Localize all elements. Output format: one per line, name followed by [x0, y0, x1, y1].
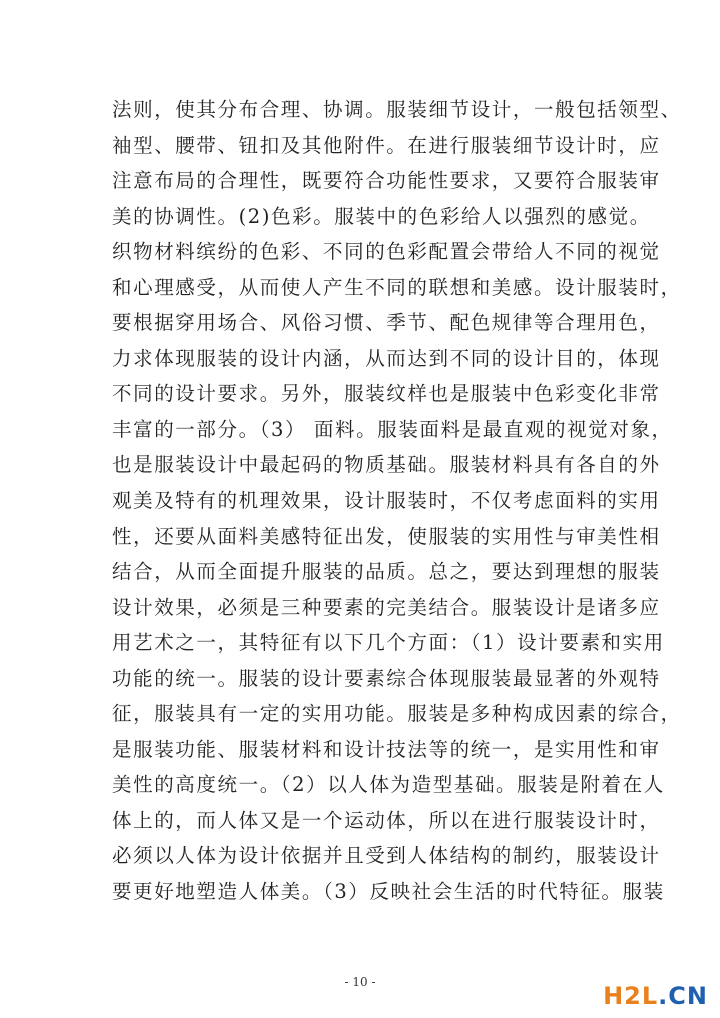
text-line: 性，还要从面料美感特征出发，使服装的实用性与审美性相 — [112, 524, 661, 548]
text-line: 必须以人体为设计依据并且受到人体结构的制约，服装设计 — [112, 844, 661, 868]
text-line: 是服装功能、服装材料和设计技法等的统一，是实用性和审 — [112, 737, 661, 761]
text-line: 观美及特有的机理效果，设计服装时，不仅考虑面料的实用 — [112, 489, 661, 513]
text-line: 法则，使其分布合理、协调。服装细节设计，一般包括领型、 — [112, 98, 682, 121]
text-line: 不同的设计要求。另外，服装纹样也是服装中色彩变化非常 — [112, 382, 661, 406]
text-line: 织物材料缤纷的色彩、不同的色彩配置会带给人不同的视觉 — [112, 240, 661, 264]
site-watermark-logo — [603, 982, 708, 1010]
text-line: 力求体现服装的设计内涵，从而达到不同的设计目的，体现 — [112, 346, 661, 370]
text-line: 结合，从而全面提升服装的品质。总之，要达到理想的服装 — [112, 560, 661, 584]
text-line: 和心理感受，从而使人产生不同的联想和美感。设计服装时， — [112, 275, 682, 299]
text-line: 要根据穿用场合、风俗习惯、季节、配色规律等合理用色， — [112, 311, 661, 335]
text-line: 用艺术之一，其特征有以下几个方面：（1）设计要素和实用 — [112, 631, 665, 655]
text-line: 注意布局的合理性，既要符合功能性要求，又要符合服装审 — [112, 169, 661, 193]
text-line: 设计效果，必须是三种要素的完美结合。服装设计是诸多应 — [112, 595, 661, 619]
body-text — [112, 92, 682, 910]
text-line: 要更好地塑造人体美。（3）反映社会生活的时代特征。服装 — [112, 880, 665, 904]
text-line: 丰富的一部分。（3） 面料。服装面料是最直观的视觉对象， — [112, 417, 673, 441]
text-line: 也是服装设计中最起码的物质基础。服装材料具有各自的外 — [112, 453, 661, 477]
text-line: 袖型、腰带、钮扣及其他附件。在进行服装细节设计时，应 — [112, 133, 661, 157]
page-number: - 10 - — [344, 975, 376, 989]
text-line: 美的协调性。(2)色彩。服装中的色彩给人以强烈的感觉。 — [112, 204, 651, 228]
text-line: 征，服装具有一定的实用功能。服装是多种构成因素的综合， — [112, 702, 682, 726]
text-line: 体上的，而人体又是一个运动体，所以在进行服装设计时， — [112, 808, 661, 832]
watermark-cn: .CN — [658, 982, 708, 1010]
watermark-h2l: H2L — [603, 982, 659, 1010]
text-line: 功能的统一。服装的设计要素综合体现服装最显著的外观特 — [112, 666, 661, 690]
text-line: 美性的高度统一。（2）以人体为造型基础。服装是附着在人 — [112, 773, 665, 797]
